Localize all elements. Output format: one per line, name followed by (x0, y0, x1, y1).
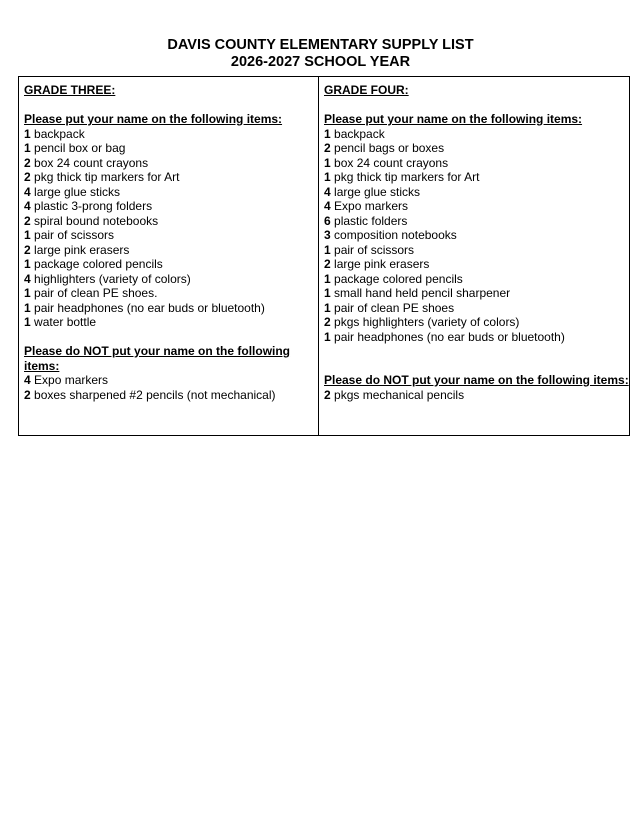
item-text: package colored pencils (330, 271, 463, 286)
item-qty: 4 (24, 199, 31, 213)
item-text: pencil bags or boxes (330, 141, 445, 155)
item-text: boxes sharpened #2 pencils (not mechanical) (30, 387, 276, 402)
item-text: large pink erasers (30, 242, 130, 257)
grade-three-column (19, 77, 319, 435)
list-item (24, 185, 318, 200)
item-text: pkg thick tip markers for Art (30, 170, 180, 184)
item-qty: 6 (324, 213, 331, 228)
list-item (324, 286, 629, 301)
item-text: box 24 count crayons (330, 155, 449, 170)
item-qty: 4 (324, 199, 331, 213)
list-item (324, 243, 629, 258)
grade-three-unnamed-title (24, 344, 318, 373)
grade-four-heading: GRADE FOUR: (324, 83, 409, 97)
list-item (324, 228, 629, 243)
item-text: pair of scissors (330, 242, 415, 257)
item-qty: 2 (24, 170, 31, 184)
item-text: pencil box or bag (30, 141, 126, 155)
item-text: pkg thick tip markers for Art (330, 170, 480, 184)
list-item (24, 214, 318, 229)
grade-three-heading: GRADE THREE: (24, 83, 116, 97)
item-qty: 4 (24, 184, 31, 199)
item-text: pkgs mechanical pencils (330, 387, 465, 402)
item-qty: 2 (24, 213, 31, 228)
list-item (324, 170, 629, 185)
item-qty: 1 (24, 257, 31, 271)
item-text: large glue sticks (30, 184, 121, 199)
item-qty: 1 (24, 141, 31, 155)
item-text: pair headphones (no ear buds or bluetooth) (30, 300, 265, 315)
list-item (24, 388, 318, 403)
item-qty: 1 (324, 300, 331, 315)
grade-four-unnamed-list (324, 388, 629, 403)
grade-three-named-list (24, 127, 318, 330)
grade-four-unnamed-title: Please do NOT put your name on the following items: (324, 373, 629, 387)
item-text: package colored pencils (30, 257, 163, 271)
item-text: pair of scissors (30, 228, 115, 242)
item-qty: 2 (24, 387, 31, 402)
list-item (24, 257, 318, 272)
item-qty: 1 (324, 170, 331, 184)
grade-three-unnamed-title-line-2: items: (24, 358, 60, 373)
title-line-2: 2026-2027 SCHOOL YEAR (230, 54, 411, 70)
supply-table (18, 76, 630, 436)
grade-three-unnamed-title-line-1: Please do NOT put your name on the following (24, 344, 291, 358)
item-qty: 2 (24, 242, 31, 257)
item-text: Expo markers (330, 199, 409, 213)
item-text: backpack (30, 126, 85, 141)
list-item (24, 127, 318, 142)
item-text: pair headphones (no ear buds or bluetooth) (330, 329, 565, 344)
item-qty: 2 (324, 257, 331, 271)
list-item (24, 315, 318, 330)
item-qty: 1 (324, 242, 331, 257)
item-qty: 1 (24, 286, 31, 300)
grade-three-unnamed-list (24, 373, 318, 402)
item-qty: 1 (324, 126, 331, 141)
item-text: box 24 count crayons (30, 155, 149, 170)
item-qty: 1 (324, 286, 331, 300)
list-item (324, 127, 629, 142)
item-text: spiral bound notebooks (30, 213, 159, 228)
item-text: plastic folders (330, 213, 408, 228)
grade-four-column (319, 77, 629, 435)
title-line-1: DAVIS COUNTY ELEMENTARY SUPPLY LIST (167, 37, 474, 53)
list-item (24, 243, 318, 258)
list-item (324, 156, 629, 171)
item-text: backpack (330, 126, 385, 141)
list-item (324, 330, 629, 345)
item-qty: 1 (324, 155, 331, 170)
item-text: composition notebooks (330, 228, 457, 242)
grade-three-named-title: Please put your name on the following items: (24, 112, 283, 126)
item-qty: 1 (24, 315, 31, 329)
grade-four-named-title: Please put your name on the following items: (324, 112, 583, 126)
list-item (24, 228, 318, 243)
list-item (24, 373, 318, 388)
list-item (24, 272, 318, 287)
list-item (24, 170, 318, 185)
item-text: plastic 3-prong folders (30, 199, 153, 213)
item-qty: 3 (324, 228, 331, 242)
item-qty: 4 (24, 373, 31, 387)
item-text: pair of clean PE shoes. (30, 286, 158, 300)
item-qty: 2 (324, 141, 331, 155)
item-text: Expo markers (30, 373, 109, 387)
list-item (324, 141, 629, 156)
list-item (324, 185, 629, 200)
grade-four-named-list (324, 127, 629, 345)
list-item (324, 272, 629, 287)
list-item (324, 214, 629, 229)
list-item (324, 199, 629, 214)
item-text: small hand held pencil sharpener (330, 286, 511, 300)
item-qty: 1 (24, 126, 31, 141)
item-text: large pink erasers (330, 257, 430, 271)
list-item (24, 141, 318, 156)
item-text: highlighters (variety of colors) (30, 271, 191, 286)
document-title (0, 37, 641, 71)
item-qty: 2 (24, 155, 31, 170)
item-qty: 1 (24, 300, 31, 315)
list-item (24, 301, 318, 316)
list-item (24, 156, 318, 171)
list-item (324, 301, 629, 316)
item-qty: 1 (24, 228, 31, 242)
list-item (24, 286, 318, 301)
item-qty: 1 (324, 271, 331, 286)
list-item (324, 257, 629, 272)
list-item (24, 199, 318, 214)
item-text: pkgs highlighters (variety of colors) (330, 315, 520, 329)
item-text: large glue sticks (330, 184, 421, 199)
item-qty: 2 (324, 315, 331, 329)
item-qty: 1 (324, 329, 331, 344)
item-text: pair of clean PE shoes (330, 300, 455, 315)
list-item (324, 388, 629, 403)
list-item (324, 315, 629, 330)
item-qty: 4 (324, 184, 331, 199)
item-qty: 4 (24, 271, 31, 286)
item-text: water bottle (30, 315, 97, 329)
item-qty: 2 (324, 387, 331, 402)
